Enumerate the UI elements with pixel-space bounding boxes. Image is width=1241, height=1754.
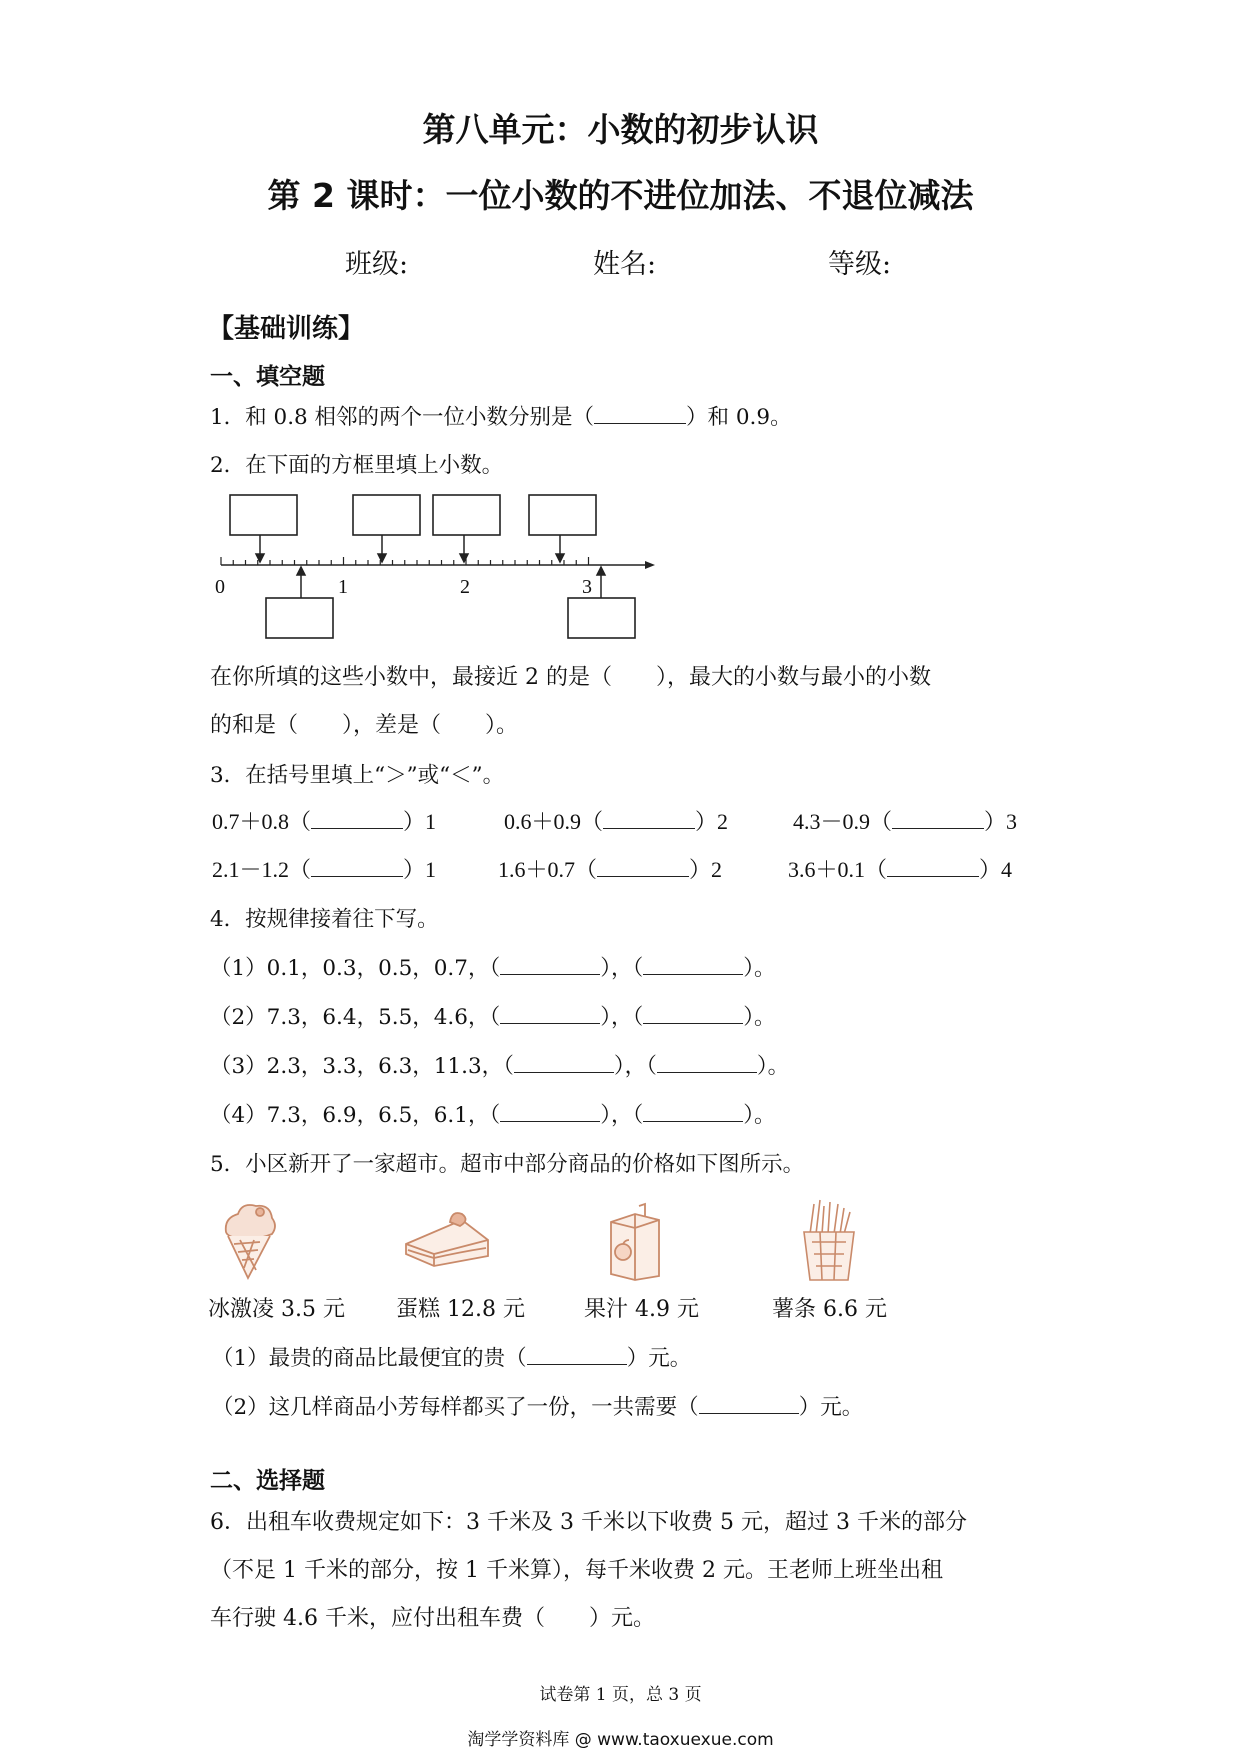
answer-blank[interactable] <box>643 1105 743 1122</box>
answer-blank[interactable] <box>887 860 979 877</box>
answer-blank[interactable] <box>597 860 689 877</box>
answer-box[interactable] <box>568 598 635 638</box>
question-3-stem: 3．在括号里填上“＞”或“＜”。 <box>210 763 505 788</box>
price-label: 冰激凌 3.5 元 <box>208 1297 345 1322</box>
cake-icon <box>400 1210 492 1272</box>
q6-line-3: 车行驶 4.6 千米，应付出租车费（ ）元。 <box>210 1606 655 1631</box>
sequence-row: （4）7.3，6.9，6.5，6.1，（ ），（ ）。 <box>210 1103 776 1128</box>
answer-blank[interactable] <box>892 812 984 829</box>
answer-blank[interactable] <box>311 812 403 829</box>
sequence-row: （3）2.3，3.3，6.3，11.3，（ ），（ ）。 <box>210 1054 790 1079</box>
answer-blank[interactable] <box>514 1056 614 1073</box>
price-label: 果汁 4.9 元 <box>584 1297 699 1322</box>
price-label: 薯条 6.6 元 <box>772 1297 887 1322</box>
axis-label: 0 <box>215 576 225 598</box>
inequality-item: 2.1－1.2（ ）1 <box>212 857 437 882</box>
answer-blank[interactable] <box>643 958 743 975</box>
q1-suffix: ）和 0.9。 <box>686 405 792 430</box>
inequality-item: 0.7＋0.8（ ）1 <box>212 809 437 834</box>
answer-blank[interactable] <box>500 1007 600 1024</box>
price-label: 蛋糕 12.8 元 <box>396 1297 525 1322</box>
answer-blank[interactable] <box>311 860 403 877</box>
q5-sub-1: （1）最贵的商品比最便宜的贵（ ）元。 <box>212 1346 692 1371</box>
axis-label: 1 <box>338 576 348 598</box>
answer-blank[interactable] <box>527 1348 627 1365</box>
grade-label: 等级: <box>828 249 892 280</box>
number-line-figure <box>205 490 665 645</box>
unit-title: 第八单元：小数的初步认识 <box>422 110 819 149</box>
q5-sub-2: （2）这几样商品小芳每样都买了一份，一共需要（ ）元。 <box>212 1395 864 1420</box>
part1-title: 一、填空题 <box>210 364 325 390</box>
watermark: 淘学学资料库 @ www.taoxuexue.com <box>467 1730 774 1750</box>
fries-icon <box>798 1198 860 1282</box>
question-5-stem: 5．小区新开了一家超市。超市中部分商品的价格如下图所示。 <box>210 1152 805 1177</box>
inequality-item: 0.6＋0.9（ ）2 <box>504 809 729 834</box>
name-label: 姓名: <box>593 249 657 280</box>
sequence-row: （2）7.3，6.4，5.5，4.6，（ ），（ ）。 <box>210 1005 776 1030</box>
answer-blank[interactable] <box>594 407 686 424</box>
answer-blank[interactable] <box>603 812 695 829</box>
answer-blank[interactable] <box>500 958 600 975</box>
question-1 <box>210 400 792 431</box>
q2-line-2: 的和是（ ），差是（ ）。 <box>210 713 519 738</box>
part2-title: 二、选择题 <box>210 1468 325 1494</box>
juice-box-icon <box>605 1202 665 1282</box>
ice-cream-icon <box>218 1200 280 1280</box>
question-2-stem: 2．在下面的方框里填上小数。 <box>210 453 504 478</box>
q2-line-1: 在你所填的这些小数中，最接近 2 的是（ ），最大的小数与最小的小数 <box>210 665 931 690</box>
answer-blank[interactable] <box>500 1105 600 1122</box>
axis-arrow-icon <box>645 561 655 569</box>
page-footer: 试卷第 1 页，总 3 页 <box>539 1685 702 1705</box>
answer-blank[interactable] <box>657 1056 757 1073</box>
inequality-item: 3.6＋0.1（ ）4 <box>788 857 1013 882</box>
class-label: 班级: <box>345 249 409 280</box>
answer-blank[interactable] <box>699 1397 799 1414</box>
inequality-item: 4.3－0.9（ ）3 <box>793 809 1018 834</box>
axis-ticks <box>221 557 589 565</box>
answer-blank[interactable] <box>643 1007 743 1024</box>
section-basic-training: 【基础训练】 <box>208 314 365 344</box>
inequality-item: 1.6＋0.7（ ）2 <box>498 857 723 882</box>
answer-box[interactable] <box>266 598 333 638</box>
sequence-row: （1）0.1，0.3，0.5，0.7，（ ），（ ）。 <box>210 956 776 981</box>
axis-label: 3 <box>582 576 592 598</box>
down-arrow-icon <box>256 535 564 562</box>
answer-box[interactable] <box>433 495 500 535</box>
axis-label: 2 <box>460 576 470 598</box>
q6-line-1: 6．出租车收费规定如下：3 千米及 3 千米以下收费 5 元，超过 3 千米的部分 <box>210 1510 967 1535</box>
lesson-title: 第 2 课时：一位小数的不进位加法、不退位减法 <box>267 176 974 215</box>
answer-box[interactable] <box>353 495 420 535</box>
answer-box[interactable] <box>529 495 596 535</box>
question-4-stem: 4．按规律接着往下写。 <box>210 907 439 932</box>
q6-line-2: （不足 1 千米的部分，按 1 千米算），每千米收费 2 元。王老师上班坐出租 <box>210 1558 943 1583</box>
answer-box[interactable] <box>230 495 297 535</box>
q1-prefix: 1．和 0.8 相邻的两个一位小数分别是（ <box>210 405 595 430</box>
